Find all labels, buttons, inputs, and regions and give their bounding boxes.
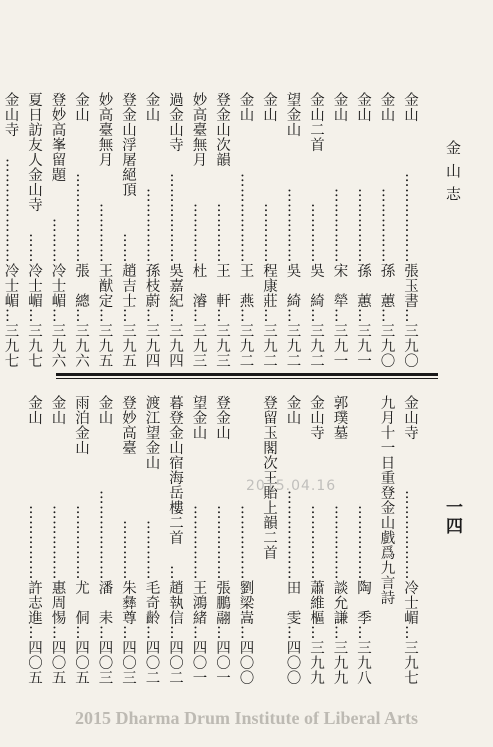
toc-entry bbox=[69, 92, 93, 368]
entry-title: 金山寺 bbox=[402, 395, 418, 440]
entry-title: 金山 bbox=[143, 92, 160, 122]
entry-author-page: ……………惠周惕…四〇五 bbox=[49, 505, 66, 685]
entry-title: 夏日訪友人金山寺 bbox=[26, 92, 42, 212]
toc-entry bbox=[210, 92, 234, 368]
entry-author-page: ……………孫 蕙…三九一 bbox=[355, 188, 371, 368]
toc-entry bbox=[22, 92, 46, 368]
toc-entry bbox=[139, 395, 163, 685]
toc-entry bbox=[374, 395, 398, 685]
entry-author-page: ……………張鵬翮…四〇一 bbox=[214, 505, 230, 685]
toc-entry bbox=[22, 395, 46, 685]
entry-title: 金山 bbox=[284, 395, 301, 425]
entry-title: 金山寺 bbox=[308, 395, 324, 440]
toc-entry bbox=[139, 92, 163, 368]
divider-rule-thick bbox=[56, 373, 438, 376]
entry-title: 妙高臺無月 bbox=[96, 92, 113, 167]
entry-author-page: …………朱彝尊…四〇三 bbox=[120, 520, 136, 685]
entry-title: 登金山浮屠絕頂 bbox=[120, 92, 136, 197]
entry-title: 妙高臺無月 bbox=[190, 92, 207, 167]
entry-title: 渡江望金山 bbox=[143, 395, 160, 470]
toc-entry bbox=[45, 395, 69, 685]
entry-title: 金山 bbox=[331, 92, 348, 122]
toc-entry bbox=[304, 92, 328, 368]
toc-entry bbox=[163, 395, 187, 685]
entry-title: 金山 bbox=[402, 92, 418, 122]
entry-author-page: ………………王 燕…三九二 bbox=[237, 173, 254, 368]
entry-author-page: ……………談允謙…三九九 bbox=[331, 505, 348, 685]
entry-author-page: ………………潘 耒…四〇三 bbox=[96, 490, 113, 685]
footer-credit: 2015 Dharma Drum Institute of Liberal Arts bbox=[75, 708, 418, 728]
toc-entry bbox=[280, 395, 304, 685]
entry-title: 郭璞墓 bbox=[331, 395, 348, 440]
toc-entry bbox=[374, 92, 398, 368]
entry-title: 金山二首 bbox=[308, 92, 324, 152]
entry-author-page: …………杜 濬…三九三 bbox=[190, 203, 207, 368]
entry-title: 金山寺 bbox=[2, 92, 19, 137]
toc-entry bbox=[45, 92, 69, 368]
toc-entry bbox=[280, 92, 304, 368]
toc-entry bbox=[186, 395, 210, 685]
entry-author-page: …………程康莊…三九二 bbox=[261, 203, 277, 368]
entry-author-page: ……………蕭維樞…三九九 bbox=[308, 505, 324, 685]
entry-title: 金山 bbox=[237, 92, 254, 122]
entry-author-page: ……趙吉士…三九五 bbox=[120, 233, 136, 368]
entry-author-page: …趙執信…四〇二 bbox=[167, 565, 183, 685]
entry-author-page: ……………許志進…四〇五 bbox=[26, 505, 42, 685]
toc-entry bbox=[186, 92, 210, 368]
toc-entry bbox=[210, 395, 234, 685]
date-watermark: 2015.04.16 bbox=[246, 478, 337, 494]
entry-title: 金山 bbox=[261, 92, 277, 122]
entry-author-page: ……………宋 犖…三九一 bbox=[331, 188, 348, 368]
entry-title: 雨泊金山 bbox=[73, 395, 89, 455]
entry-title: 金山 bbox=[26, 395, 42, 425]
entry-author-page: ……………吳 綺…三九二 bbox=[284, 188, 301, 368]
entry-title: 過金山寺 bbox=[167, 92, 183, 152]
running-header: 金山志 bbox=[444, 140, 462, 209]
entry-author-page: ……………孫枝蔚…三九四 bbox=[143, 188, 160, 368]
entry-title: 金山 bbox=[73, 92, 89, 122]
entry-title: 登金山 bbox=[214, 395, 230, 440]
entry-author-page: …………………冷士嵋…三九七 bbox=[2, 158, 19, 368]
toc-bottom-block bbox=[22, 395, 422, 685]
entry-title: 九月十一日重登金山戲爲九言詩 bbox=[378, 395, 395, 605]
entry-author-page: …………王 軒…三九三 bbox=[214, 203, 230, 368]
entry-author-page: ………………吳嘉紀…三九四 bbox=[167, 173, 183, 368]
entry-author-page: …………毛奇齡…四〇二 bbox=[143, 520, 160, 685]
entry-author-page: ………………冷士嵋…三九七 bbox=[402, 490, 418, 685]
toc-entry bbox=[163, 92, 187, 368]
toc-entry bbox=[233, 92, 257, 368]
toc-entry bbox=[92, 92, 116, 368]
toc-entry bbox=[351, 395, 375, 685]
toc-entry bbox=[304, 395, 328, 685]
entry-author-page: …………吳 綺…三九二 bbox=[308, 203, 324, 368]
entry-author-page: ……………王鴻緒…四〇一 bbox=[190, 505, 207, 685]
entry-author-page: ………………張玉書…三九〇 bbox=[402, 173, 418, 368]
toc-entry bbox=[69, 395, 93, 685]
toc-entry bbox=[398, 395, 422, 685]
toc-entry bbox=[116, 395, 140, 685]
toc-entry bbox=[116, 92, 140, 368]
entry-title: 望金山 bbox=[284, 92, 301, 137]
entry-title: 金山 bbox=[96, 395, 113, 425]
entry-title: 暮登金山宿海岳樓二首 bbox=[167, 395, 183, 545]
entry-title: 金山 bbox=[378, 92, 395, 122]
entry-author-page: ………冷士嵋…三九六 bbox=[49, 218, 66, 368]
toc-entry bbox=[257, 92, 281, 368]
entry-author-page: ……冷士嵋…三九七 bbox=[26, 233, 42, 368]
entry-title: 金山 bbox=[355, 92, 371, 122]
entry-author-page: ………………張 總…三九六 bbox=[73, 173, 89, 368]
toc-entry bbox=[398, 92, 422, 368]
entry-author-page: ………………田 雯…四〇〇 bbox=[284, 490, 301, 685]
entry-author-page: ……………尤 侗…四〇五 bbox=[73, 505, 89, 685]
entry-title: 金山 bbox=[49, 395, 66, 425]
entry-title: 登留玉閣次王貽上韻二首 bbox=[261, 395, 277, 560]
toc-entry bbox=[351, 92, 375, 368]
entry-author-page: …………王猷定…三九五 bbox=[96, 203, 113, 368]
entry-title: 登妙高臺 bbox=[120, 395, 136, 455]
toc-entry bbox=[0, 92, 22, 368]
page-number: 一四 bbox=[442, 498, 462, 536]
entry-author-page: ……………陶 季…三九八 bbox=[355, 505, 371, 685]
entry-title: 登妙高峯留題 bbox=[49, 92, 66, 182]
entry-title: 望金山 bbox=[190, 395, 207, 440]
entry-author-page: ……………孫 蕙…三九〇 bbox=[378, 188, 395, 368]
toc-entry bbox=[233, 395, 257, 685]
toc-top-block bbox=[0, 92, 421, 368]
toc-entry bbox=[92, 395, 116, 685]
entry-title: 登金山次韻 bbox=[214, 92, 230, 167]
entry-author-page: ……………劉梁嵩…四〇〇 bbox=[237, 505, 254, 685]
toc-entry bbox=[257, 395, 281, 685]
toc-entry bbox=[327, 395, 351, 685]
toc-entry bbox=[327, 92, 351, 368]
divider-rule-thin bbox=[56, 378, 438, 379]
